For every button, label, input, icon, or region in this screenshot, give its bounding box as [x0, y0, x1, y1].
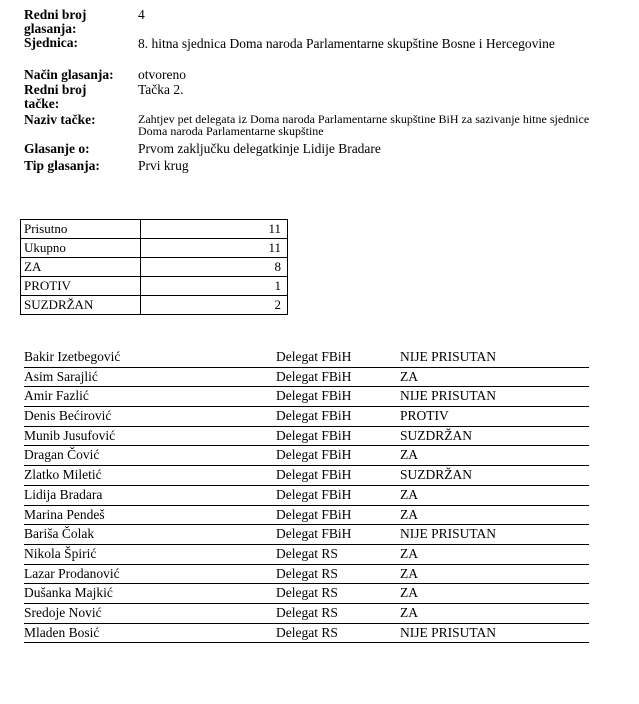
- delegate-name: Asim Sarajlić: [24, 368, 98, 384]
- delegate-vote: ZA: [400, 447, 418, 463]
- delegate-group: Delegat RS: [276, 565, 338, 581]
- delegate-vote: ZA: [400, 565, 418, 581]
- delegate-vote: NIJE PRISUTAN: [400, 526, 497, 542]
- delegate-group: Delegat FBiH: [276, 388, 352, 404]
- voting-method-value: otvoreno: [138, 67, 186, 82]
- meta-row-vote-number: [24, 8, 624, 36]
- delegate-group: Delegat RS: [276, 585, 338, 601]
- meta-row-voting-method: [24, 68, 624, 83]
- delegate-name: Bakir Izetbegović: [24, 349, 121, 364]
- delegate-group: Delegat FBiH: [276, 368, 352, 384]
- summary-value: 11: [141, 239, 288, 258]
- delegate-group: Delegat FBiH: [276, 408, 352, 424]
- delegate-group: Delegat FBiH: [276, 506, 352, 522]
- delegate-vote-row: [24, 624, 589, 644]
- meta-row-vote-subject: [24, 142, 624, 159]
- delegate-group: Delegat FBiH: [276, 447, 352, 463]
- delegate-group: Delegat FBiH: [276, 427, 352, 443]
- delegate-name: Mladen Bosić: [24, 624, 100, 640]
- delegate-name: Dragan Čović: [24, 447, 100, 463]
- summary-label: Ukupno: [21, 239, 141, 258]
- item-number-value: Tačka 2.: [138, 82, 184, 97]
- delegate-vote-row: [24, 565, 589, 585]
- delegate-name: Amir Fazlić: [24, 388, 89, 404]
- delegate-vote: ZA: [400, 545, 418, 561]
- delegate-vote-row: [24, 368, 589, 388]
- delegate-votes-list: [24, 348, 589, 643]
- delegate-name: Nikola Špirić: [24, 545, 97, 561]
- delegate-name: Sredoje Nović: [24, 604, 102, 620]
- delegate-vote: SUZDRŽAN: [400, 467, 473, 483]
- meta-row-vote-type: [24, 159, 624, 176]
- summary-value: 8: [141, 258, 288, 277]
- delegate-group: Delegat FBiH: [276, 467, 352, 483]
- delegate-vote-row: [24, 387, 589, 407]
- vote-metadata: [24, 8, 624, 176]
- session-value: 8. hitna sjednica Doma naroda Parlamentarne skupštine Bosne i Hercegovine: [138, 36, 555, 51]
- delegate-vote-row: [24, 466, 589, 486]
- delegate-group: Delegat RS: [276, 624, 338, 640]
- delegate-name: Lidija Bradara: [24, 486, 103, 502]
- summary-label: SUZDRŽAN: [21, 296, 141, 315]
- delegate-vote-row: [24, 427, 589, 447]
- delegate-vote-row: [24, 407, 589, 427]
- summary-row: [21, 220, 288, 239]
- vote-summary-table: [20, 219, 288, 315]
- delegate-group: Delegat RS: [276, 545, 338, 561]
- delegate-name: Dušanka Majkić: [24, 585, 113, 601]
- delegate-vote: ZA: [400, 368, 418, 384]
- delegate-vote: NIJE PRISUTAN: [400, 388, 497, 404]
- delegate-vote-row: [24, 446, 589, 466]
- vote-number-label: Redni broj glasanja:: [24, 7, 87, 36]
- delegate-vote: ZA: [400, 486, 418, 502]
- vote-type-label: Tip glasanja:: [24, 158, 100, 173]
- delegate-vote: ZA: [400, 604, 418, 620]
- delegate-vote-row: [24, 348, 589, 368]
- summary-value: 1: [141, 277, 288, 296]
- delegate-vote: ZA: [400, 585, 418, 601]
- meta-row-item-number: [24, 83, 624, 113]
- delegate-name: Lazar Prodanović: [24, 565, 120, 581]
- delegate-vote-row: [24, 604, 589, 624]
- delegate-vote-row: [24, 584, 589, 604]
- delegate-vote-row: [24, 525, 589, 545]
- vote-subject-label: Glasanje o:: [24, 141, 90, 156]
- delegate-vote: ZA: [400, 506, 418, 522]
- delegate-name: Marina Pendeš: [24, 506, 105, 522]
- vote-subject-value: Prvom zaključku delegatkinje Lidije Bradare: [138, 141, 381, 156]
- delegate-group: Delegat FBiH: [276, 486, 352, 502]
- summary-label: PROTIV: [21, 277, 141, 296]
- vote-number-value: 4: [138, 7, 145, 22]
- summary-row: [21, 258, 288, 277]
- summary-row: [21, 296, 288, 315]
- meta-row-item-title: [24, 113, 624, 142]
- delegate-name: Zlatko Miletić: [24, 467, 102, 483]
- summary-row: [21, 239, 288, 258]
- summary-row: [21, 277, 288, 296]
- summary-value: 2: [141, 296, 288, 315]
- delegate-vote-row: [24, 545, 589, 565]
- delegate-vote-row: [24, 486, 589, 506]
- item-title-label: Naziv tačke:: [24, 112, 96, 127]
- delegate-name: Denis Bećirović: [24, 408, 112, 424]
- delegate-vote: NIJE PRISUTAN: [400, 349, 497, 364]
- delegate-vote-row: [24, 506, 589, 526]
- delegate-group: Delegat FBiH: [276, 349, 352, 364]
- vote-type-value: Prvi krug: [138, 158, 189, 173]
- item-title-value: Zahtjev pet delegata iz Doma naroda Parlamentarne skupštine BiH za sazivanje hitne sjednice Doma naroda Parlamentarne skupštine: [138, 112, 590, 138]
- summary-label: Prisutno: [21, 220, 141, 239]
- session-label: Sjednica:: [24, 35, 78, 50]
- meta-row-session: [24, 36, 624, 68]
- delegate-name: Munib Jusufović: [24, 427, 116, 443]
- voting-method-label: Način glasanja:: [24, 67, 114, 82]
- delegate-vote: NIJE PRISUTAN: [400, 624, 497, 640]
- delegate-vote: SUZDRŽAN: [400, 427, 473, 443]
- delegate-name: Bariša Čolak: [24, 526, 95, 542]
- delegate-group: Delegat FBiH: [276, 526, 352, 542]
- summary-value: 11: [141, 220, 288, 239]
- summary-label: ZA: [21, 258, 141, 277]
- delegate-vote: PROTIV: [400, 408, 449, 424]
- item-number-label: Redni broj tačke:: [24, 82, 87, 111]
- delegate-group: Delegat RS: [276, 604, 338, 620]
